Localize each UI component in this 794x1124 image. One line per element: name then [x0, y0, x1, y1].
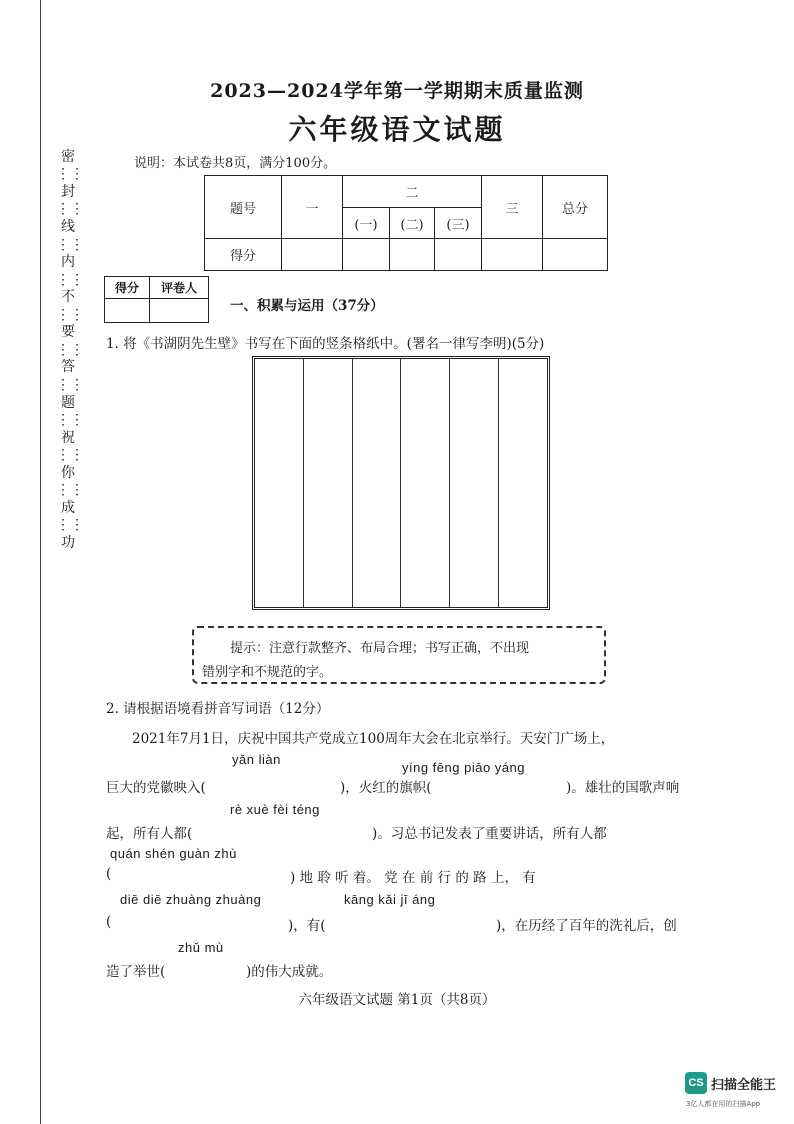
question-1: 1. 将《书湖阴先生壁》书写在下面的竖条格纸中。(署名一律写李明)(5分): [106, 336, 545, 352]
pinyin-kangkaijiang: kāng kǎi jī áng: [344, 892, 436, 907]
seal-dots: ⋮⋮: [56, 306, 84, 323]
seal-dots: ⋮⋮: [56, 411, 84, 428]
passage-line-2b: )，火红的旗帜(: [340, 780, 432, 796]
camscanner-tagline: 3亿人都在用的扫描App: [686, 1100, 761, 1108]
seal-char: 答: [61, 359, 75, 376]
passage-line-1: 2021年7月1日，庆祝中国共产党成立100周年大会在北京举行。天安门广场上，: [132, 731, 615, 747]
score-table-col-total: 总分: [543, 176, 608, 239]
grid-column: [353, 359, 402, 607]
passage-line-3b: )。习总书记发表了重要讲话，所有人都: [372, 826, 607, 842]
seal-dots: ⋮⋮: [56, 341, 84, 358]
seal-dots: ⋮⋮: [56, 166, 84, 183]
pinyin-yingfengpiaoyang: yíng fēng piāo yáng: [402, 760, 525, 775]
passage-line-4b: ) 地 聆 听 着。 党 在 前 行 的 路 上， 有: [290, 870, 536, 886]
score-cell: [390, 239, 435, 271]
question-2: 2. 请根据语境看拼音写词语（12分）: [106, 701, 330, 717]
seal-char: 成: [61, 499, 75, 516]
score-cell: [435, 239, 482, 271]
seal-dots: ⋮⋮: [56, 376, 84, 393]
passage-line-2a: 巨大的党徽映入(: [106, 780, 206, 796]
seal-char: 你: [61, 464, 75, 481]
grid-column: [255, 359, 304, 607]
tip-line-2: 错别字和不规范的字。: [202, 665, 333, 680]
seal-char: 封: [61, 184, 75, 201]
score-cell: [543, 239, 608, 271]
score-table-sub-3: (三): [435, 208, 482, 239]
passage-line-3a: 起，所有人都(: [106, 826, 193, 842]
page-footer: 六年级语文试题 第1页（共8页）: [298, 992, 496, 1008]
exam-subtitle: 六年级语文试题: [288, 113, 506, 146]
score-table-col-3: 三: [482, 176, 543, 239]
grid-column: [450, 359, 499, 607]
grader-table: [104, 276, 209, 323]
seal-dots: ⋮⋮: [56, 271, 84, 288]
grid-column: [401, 359, 450, 607]
pinyin-diediezhuangzhuang: diē diē zhuàng zhuàng: [120, 892, 262, 907]
pinyin-yanlian: yǎn liàn: [232, 752, 281, 767]
seal-dots: ⋮⋮: [56, 447, 84, 464]
seal-dots: ⋮⋮: [56, 236, 84, 253]
score-table: [204, 175, 608, 271]
exam-note: 说明：本试卷共8页，满分100分。: [134, 156, 337, 171]
passage-line-5c: )，在历经了百年的洗礼后，创: [496, 918, 677, 934]
score-table-sub-2: (二): [390, 208, 435, 239]
grader-score-cell: [105, 299, 150, 323]
score-cell: [482, 239, 543, 271]
passage-line-6b: )的伟大成就。: [246, 964, 333, 980]
exam-title: 2023—2024学年第一学期期末质量监测: [210, 80, 584, 102]
grid-column: [499, 359, 547, 607]
pinyin-zhumu: zhǔ mù: [178, 940, 224, 955]
score-table-label: 题号: [205, 176, 282, 239]
grader-name-label: 评卷人: [150, 277, 209, 299]
writing-grid: [252, 356, 550, 610]
binding-line: [40, 0, 41, 1124]
grader-score-label: 得分: [105, 277, 150, 299]
seal-char: 要: [61, 324, 75, 341]
seal-char: 内: [61, 254, 75, 271]
pinyin-rexuefeiteng: rè xuè fèi téng: [230, 802, 320, 817]
passage-line-6a: 造了举世(: [106, 964, 166, 980]
seal-char: 功: [61, 534, 75, 551]
pinyin-quanshenguanzhu: quán shén guàn zhù: [110, 846, 237, 861]
passage-line-4a: (: [106, 866, 112, 882]
seal-char: 不: [61, 289, 75, 306]
score-table-sub-1: (一): [343, 208, 390, 239]
passage-line-2c: )。雄壮的国歌声响: [566, 780, 680, 796]
seal-dots: ⋮⋮: [56, 517, 84, 534]
tip-box: [192, 626, 606, 684]
camscanner-logo-icon: CS: [685, 1072, 707, 1094]
tip-line-1: 提示：注意行款整齐、布局合理；书写正确，不出现: [230, 641, 530, 656]
seal-line-text: [56, 149, 84, 551]
seal-dots: ⋮⋮: [56, 201, 84, 218]
score-cell: [282, 239, 343, 271]
grader-name-cell: [150, 299, 209, 323]
passage-line-5b: )，有(: [288, 918, 326, 934]
passage-line-5a: (: [106, 914, 112, 930]
seal-char: 祝: [61, 429, 75, 446]
seal-dots: ⋮⋮: [56, 482, 84, 499]
camscanner-name: 扫描全能王: [711, 1078, 777, 1093]
score-cell: [343, 239, 390, 271]
seal-char: 密: [61, 149, 75, 165]
seal-char: 线: [61, 219, 75, 236]
grid-column: [304, 359, 353, 607]
section-1-title: 一、积累与运用（37分）: [230, 298, 384, 314]
score-table-col-1: 一: [282, 176, 343, 239]
seal-char: 题: [61, 394, 75, 411]
score-table-score-label: 得分: [205, 239, 282, 271]
score-table-col-2: 二: [343, 176, 482, 208]
